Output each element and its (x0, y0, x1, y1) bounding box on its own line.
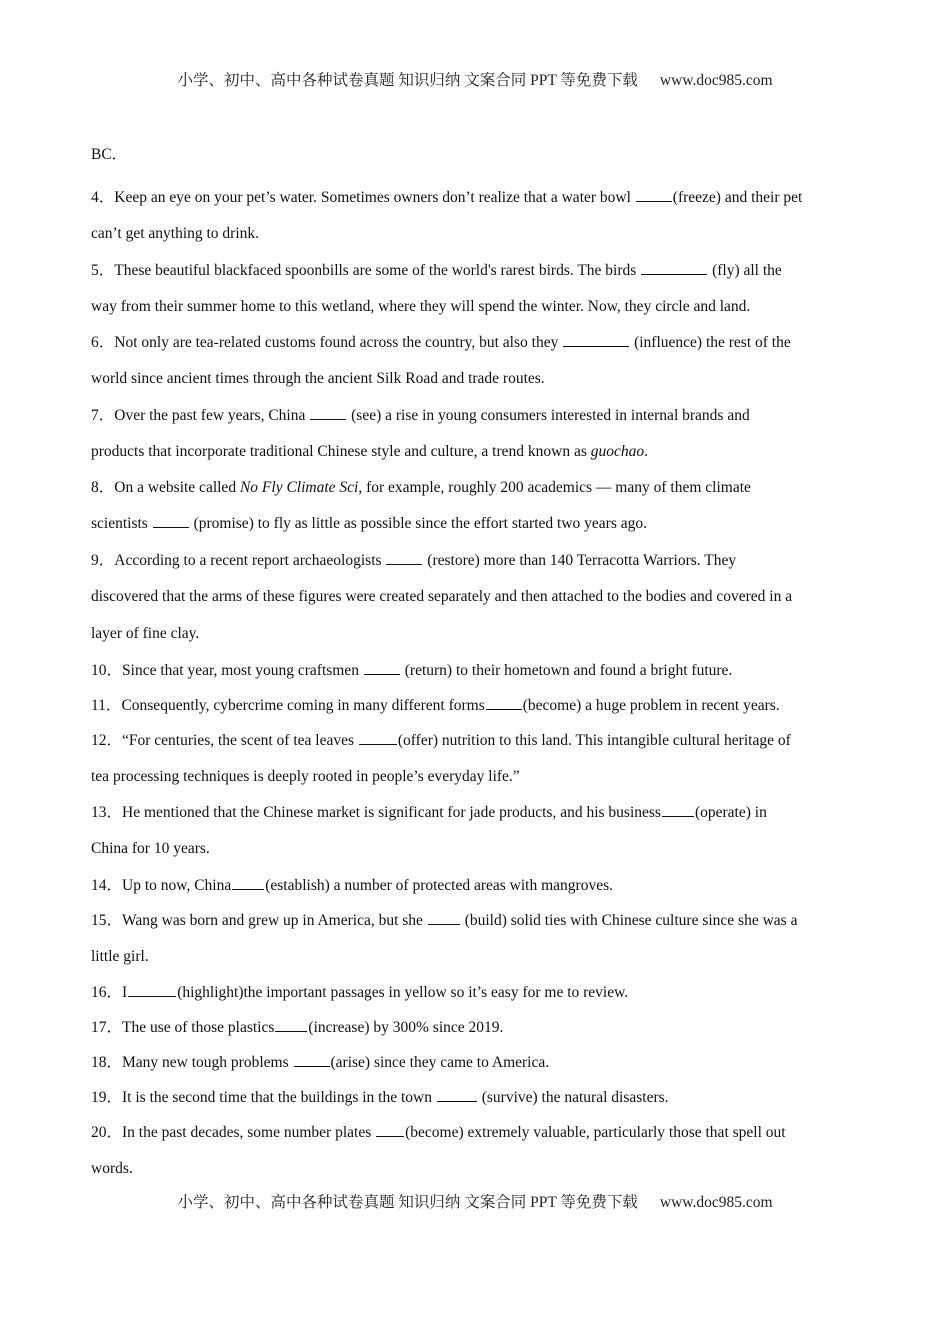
question-12: 12．“For centuries, the scent of tea leaves (offer) nutrition to this land. This intangible cultural heritage of tea processing techniques is deeply rooted in people’s everyday life.” (91, 731, 791, 785)
question-number: 12． (91, 731, 123, 749)
question-number: 10． (91, 661, 123, 679)
question-number: 4． (91, 189, 115, 206)
answer-blank (310, 407, 346, 420)
question-number: 6． (91, 334, 115, 351)
question-number: 7． (91, 406, 115, 424)
answer-blank (376, 1124, 404, 1137)
answer-blank (153, 515, 189, 528)
answer-blank (359, 732, 397, 745)
question-number: 8． (91, 479, 115, 496)
question-16: 16．I (highlight)the important passages in yellow so it’s easy for me to review. (91, 984, 629, 1001)
answer-blank (364, 662, 400, 675)
question-8: 8．On a website called No Fly Climate Sci, for example, roughly 200 academics — many of them climate scientists (promise) to fly as little as possible since the effort started two years ago. (91, 479, 751, 532)
answer-blank (294, 1054, 330, 1067)
header-site: www.doc985.com (659, 72, 773, 89)
question-19: 19．It is the second time that the buildings in the town (survive) the natural disasters. (91, 1089, 669, 1106)
question-15: 15．Wang was born and grew up in America, but she (build) solid ties with Chinese culture since she was a little girl. (91, 911, 798, 965)
question-13: 13．He mentioned that the Chinese market is significant for jade products, and his business (operate) in China for 10 years. (91, 804, 767, 857)
question-10: 10．Since that year, most young craftsmen (return) to their hometown and found a bright future. (91, 661, 733, 679)
answer-blank (275, 1019, 307, 1032)
question-number: 15． (91, 911, 123, 929)
question-number: 18． (91, 1054, 123, 1071)
question-18: 18．Many new tough problems (arise) since they came to America. (91, 1054, 550, 1071)
question-3-tail: BC． (91, 146, 128, 163)
question-6: 6．Not only are tea-related customs found across the country, but also they (influence) the rest of the world since ancient times through the ancient Silk Road and trade routes. (91, 334, 791, 387)
answer-blank (386, 552, 422, 565)
question-number: 14． (91, 876, 123, 894)
answer-blank (636, 189, 672, 202)
question-17: 17．The use of those plastics (increase) by 300% since 2019. (91, 1019, 504, 1036)
answer-blank (662, 804, 694, 817)
exercise-body (91, 145, 861, 1188)
question-20: 20．In the past decades, some number plates (become) extremely valuable, particularly those that spell out words. (91, 1124, 786, 1177)
question-number: 11． (91, 696, 122, 714)
answer-blank (641, 262, 707, 275)
question-5: 5．These beautiful blackfaced spoonbills are some of the world's rarest birds. The birds (fly) all the way from their summer home to this wetland, where they will spend the winter. Now, they circle and land. (91, 261, 782, 315)
question-number: 16． (91, 984, 123, 1001)
question-14: 14．Up to now, China (establish) a number of protected areas with mangroves. (91, 876, 614, 894)
question-number: 20． (91, 1124, 123, 1141)
question-7: 7．Over the past few years, China (see) a rise in young consumers interested in internal brands and products that incorporate traditional Chinese style and culture, a trend known as guochao. (91, 406, 750, 460)
header-text: 小学、初中、高中各种试卷真题 知识归纳 文案合同 PPT 等免费下载 (177, 72, 638, 89)
answer-blank (486, 697, 522, 710)
question-9: 9．According to a recent report archaeologists (restore) more than 140 Terracotta Warriors. They discovered that the arms of these figures were created separately and then attached to the bodies and covered in a layer of fine clay. (91, 551, 793, 642)
answer-blank (128, 984, 176, 997)
question-4: 4．Keep an eye on your pet’s water. Sometimes owners don’t realize that a water bowl (freeze) and their pet can’t get anything to drink. (91, 189, 803, 242)
footer-site: www.doc985.com (659, 1194, 773, 1211)
page-footer (0, 1190, 950, 1212)
page-header (0, 68, 950, 90)
question-number: 17． (91, 1019, 123, 1036)
answer-blank (428, 912, 460, 925)
answer-blank (232, 877, 264, 890)
question-number: 19． (91, 1089, 123, 1106)
question-11: 11．Consequently, cybercrime coming in many different forms (become) a huge problem in recent years. (91, 696, 780, 714)
question-number: 13． (91, 804, 123, 821)
question-number: 5． (91, 261, 115, 279)
answer-blank (563, 334, 629, 347)
answer-blank (437, 1089, 477, 1102)
footer-text: 小学、初中、高中各种试卷真题 知识归纳 文案合同 PPT 等免费下载 (177, 1194, 638, 1211)
question-number: 9． (91, 551, 115, 569)
